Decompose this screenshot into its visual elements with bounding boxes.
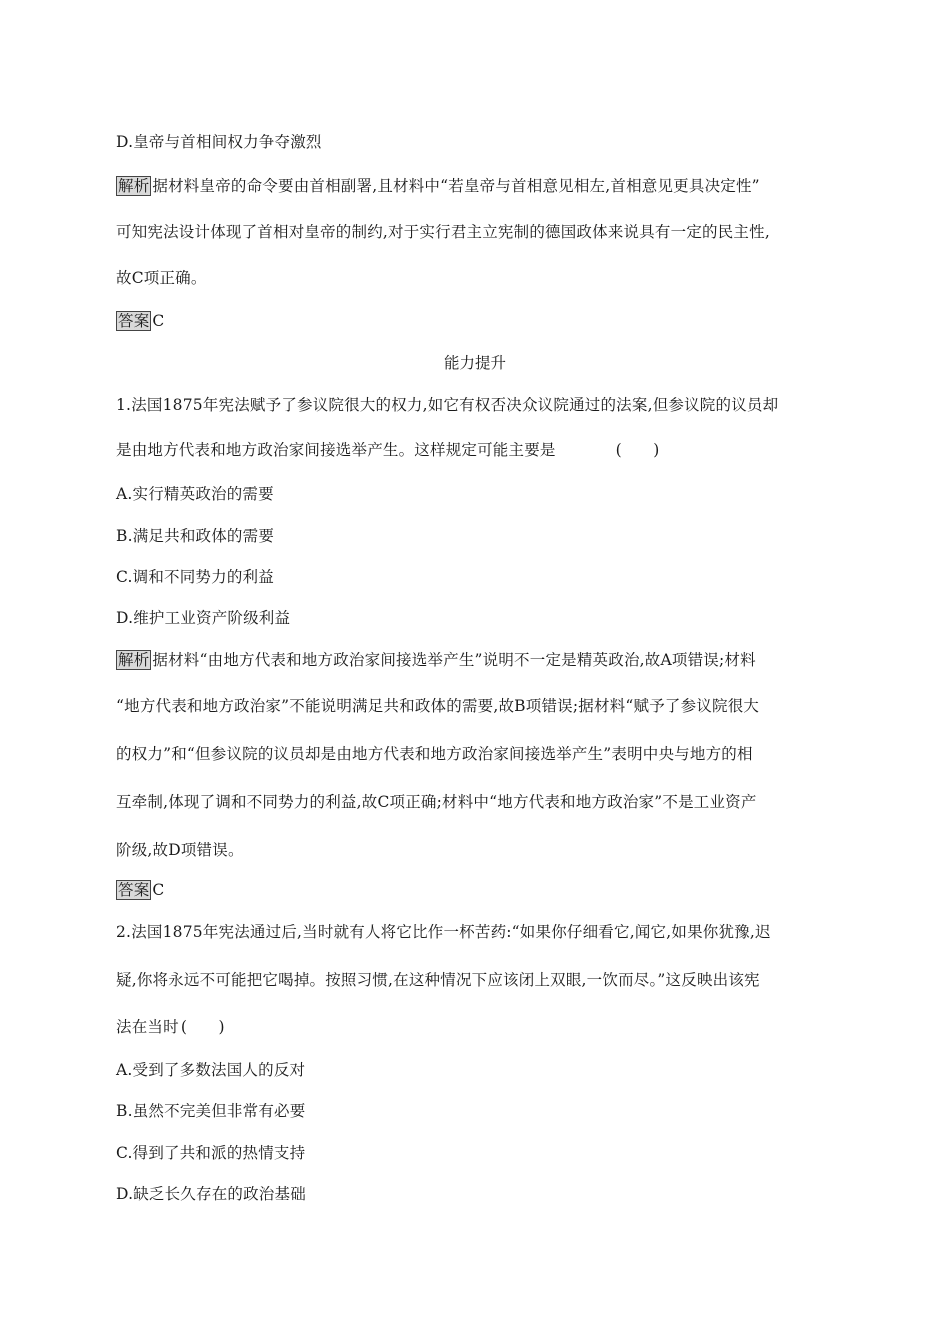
q1-stem-line-2 <box>116 440 660 460</box>
q1-analysis-line-4: 互牵制,体现了调和不同势力的利益,故C项正确;材料中“地方代表和地方政治家”不是工业资产 <box>116 793 757 811</box>
prev-answer-line <box>116 311 164 331</box>
q1-analysis-line-5: 阶级,故D项错误。 <box>116 841 244 859</box>
q1-analysis-line-2: “地方代表和地方政治家”不能说明满足共和政体的需要,故B项错误;据材料“赋予了参议院很大 <box>116 697 760 715</box>
q2-stem-text-3: 法在当时 <box>116 1018 179 1036</box>
prev-analysis-line-2: 可知宪法设计体现了首相对皇帝的制约,对于实行君主立宪制的德国政体来说具有一定的民主性, <box>116 223 770 241</box>
q1-analysis-text-1: 据材料“由地方代表和地方政治家间接选举产生”说明不一定是精英政治,故A项错误;材料 <box>152 651 756 669</box>
answer-tag: 答案 <box>118 312 150 330</box>
q2-stem-line-1: 2.法国1875年宪法通过后,当时就有人将它比作一杯苦药:“如果你仔细看它,闻它,如果你犹豫,迟 <box>116 923 771 941</box>
answer-tag: 答案 <box>118 881 150 899</box>
q1-answer-paren: ( ) <box>615 441 660 459</box>
prev-analysis-line-1 <box>116 176 760 196</box>
analysis-tag: 解析 <box>118 651 150 669</box>
prev-option-d: D.皇帝与首相间权力争夺激烈 <box>116 133 322 151</box>
prev-analysis-text-1: 据材料皇帝的命令要由首相副署,且材料中“若皇帝与首相意见相左,首相意见更具决定性” <box>152 177 760 195</box>
prev-answer-value: C <box>152 312 165 330</box>
q1-answer-line <box>116 880 164 900</box>
prev-analysis-line-3: 故C项正确。 <box>116 269 207 287</box>
q1-option-d: D.维护工业资产阶级利益 <box>116 609 291 627</box>
q1-analysis-line-1 <box>116 650 756 670</box>
q1-option-b: B.满足共和政体的需要 <box>116 527 275 545</box>
q2-option-a: A.受到了多数法国人的反对 <box>116 1061 306 1079</box>
q1-analysis-line-3: 的权力”和“但参议院的议员却是由地方代表和地方政治家间接选举产生”表明中央与地方的相 <box>116 745 753 763</box>
section-title: 能力提升 <box>443 354 506 372</box>
analysis-tag: 解析 <box>118 177 150 195</box>
q1-stem-line-1: 1.法国1875年宪法赋予了参议院很大的权力,如它有权否决众议院通过的法案,但参议院的议员却 <box>116 396 779 414</box>
q1-stem-text-2: 是由地方代表和地方政治家间接选举产生。这样规定可能主要是 <box>116 441 556 459</box>
q2-option-b: B.虽然不完美但非常有必要 <box>116 1102 306 1120</box>
q1-answer-value: C <box>152 881 165 899</box>
q1-option-a: A.实行精英政治的需要 <box>116 485 274 503</box>
q1-option-c: C.调和不同势力的利益 <box>116 568 274 586</box>
q2-option-c: C.得到了共和派的热情支持 <box>116 1144 306 1162</box>
q2-option-d: D.缺乏长久存在的政治基础 <box>116 1185 306 1203</box>
q2-stem-line-3 <box>116 1017 225 1037</box>
q2-answer-paren: ( ) <box>180 1018 225 1036</box>
q2-stem-line-2: 疑,你将永远不可能把它喝掉。按照习惯,在这种情况下应该闭上双眼,一饮而尽。”这反映出该宪 <box>116 971 760 989</box>
